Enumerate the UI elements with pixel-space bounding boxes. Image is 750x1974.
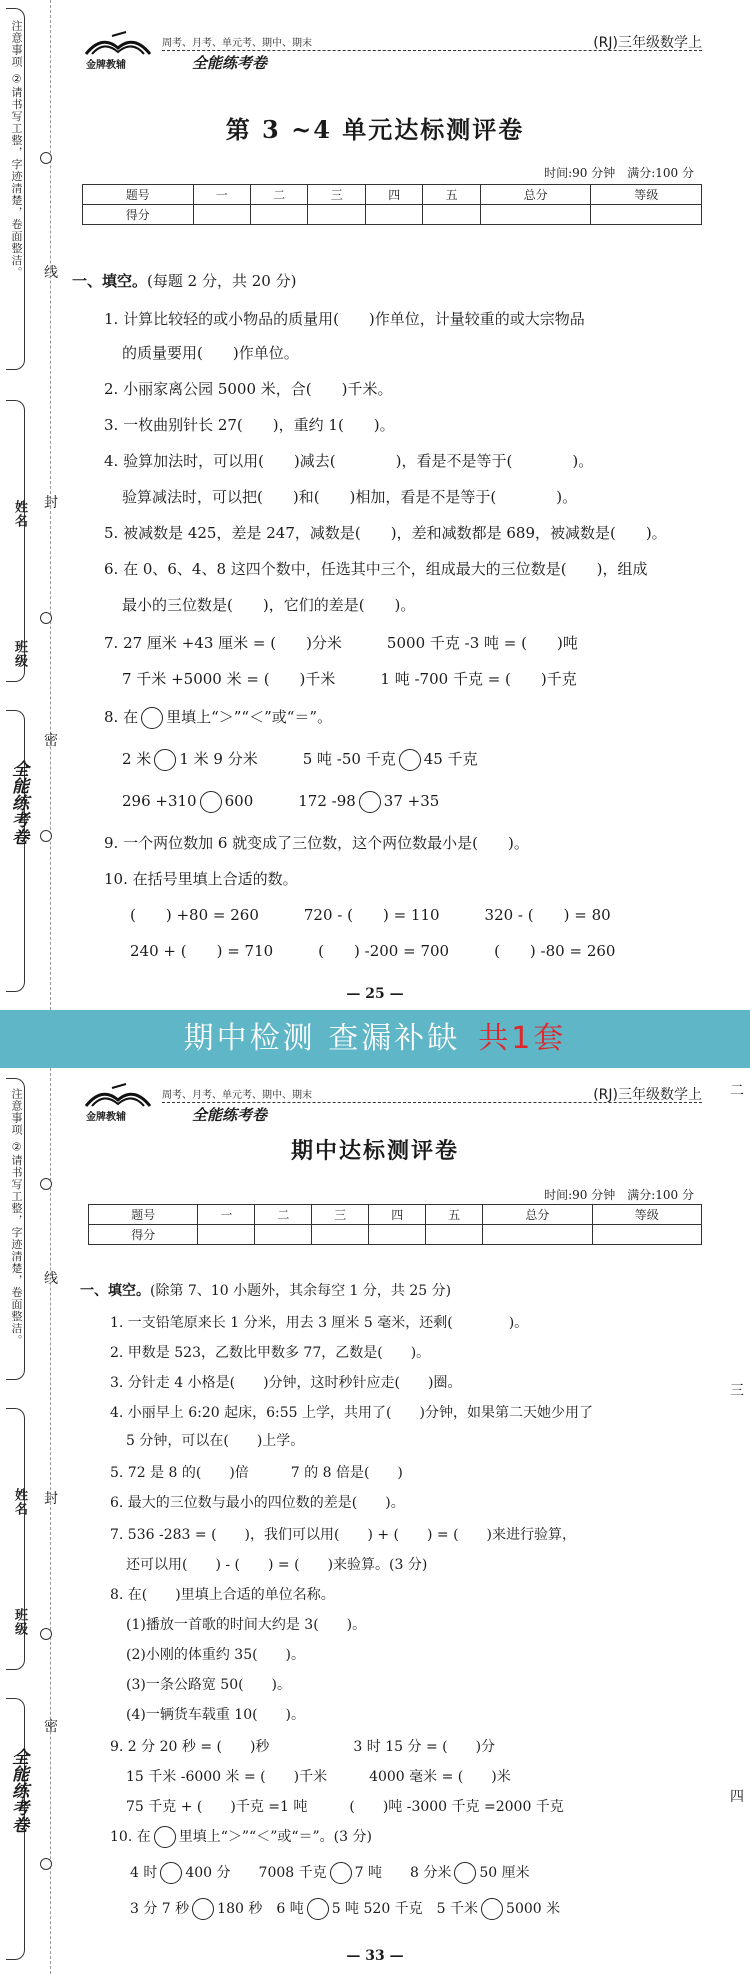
score-cell[interactable] [193, 205, 250, 225]
section-note: (除第 7、10 小题外，其余每空 1 分，共 25 分) [150, 1283, 452, 1299]
question-line: 240 + ( ) = 710 ( ) -200 = 700 ( ) -80 = 260 [130, 942, 616, 960]
question-line: 最小的三位数是( )，它们的差是( )。 [122, 596, 416, 614]
compare-circle-input[interactable] [160, 1862, 182, 1884]
seal-char-seal: 封 [44, 1491, 58, 1507]
page-title: 期中达标测评卷 [290, 1138, 459, 1164]
compare-circle-input[interactable] [399, 749, 421, 771]
score-header-cell: 三 [312, 1205, 369, 1225]
score-cell[interactable] [198, 1225, 255, 1245]
question-line: 1. 计算比较轻的或小物品的质量用( )作单位，计量较重的或大宗物品 [104, 310, 585, 328]
question-line: 3. 一枚曲别针长 27( )，重约 1( )。 [104, 416, 395, 434]
compare-circle-input[interactable] [307, 1898, 329, 1920]
page-title: 第 3 ~4 单元达标测评卷 [225, 115, 525, 144]
score-header-cell: 三 [308, 185, 365, 205]
page-number: — 33 — [346, 1948, 404, 1964]
header-grade: (RJ)三年级数学上 [593, 35, 702, 51]
section-note: (每题 2 分，共 20 分) [147, 272, 297, 290]
score-cell[interactable] [591, 205, 702, 225]
seal-char-line: 线 [44, 1271, 58, 1287]
compare-circle-input[interactable] [454, 1862, 476, 1884]
score-cell[interactable] [426, 1225, 483, 1245]
page-header [82, 28, 702, 76]
score-cell[interactable] [369, 1225, 426, 1245]
book-icon [82, 1080, 154, 1110]
compare-right: 5000 米 [506, 1901, 561, 1917]
promo-banner [0, 1010, 750, 1068]
compare-right: 50 厘米 [479, 1865, 530, 1881]
compare-circle-icon [154, 1826, 176, 1848]
name-label: 姓名 [12, 500, 27, 528]
question-line: 15 千米 -6000 米 = ( )千米 4000 毫米 = ( )米 [126, 1769, 511, 1785]
brand-bracket [6, 710, 25, 992]
brand-logo [82, 1080, 154, 1128]
notice-text: 注意事项 ②请书写工整，字迹清楚，卷面整洁。 [10, 20, 23, 279]
score-cell[interactable] [423, 205, 480, 225]
compare-circle-input[interactable] [200, 791, 222, 813]
compare-circle-input[interactable] [154, 749, 176, 771]
compare-left: 4 时 [130, 1865, 158, 1881]
question-line: 还可以用( ) - ( ) = ( )来验算。(3 分) [126, 1557, 428, 1573]
question-line: 6. 在 0、6、4、8 这四个数中，任选其中三个，组成最大的三位数是( )，组成 [104, 560, 648, 578]
compare-circle-input[interactable] [359, 791, 381, 813]
header-series: 全能练考卷 [192, 1106, 268, 1124]
score-row-label: 得分 [83, 205, 194, 225]
compare-left: 2 米 [122, 750, 152, 768]
notice-text: 注意事项 ②请书写工整，字迹清楚，卷面整洁。 [10, 1088, 23, 1347]
question-line [104, 706, 332, 729]
question-line: 75 千克 + ( )千克 =1 吨 ( )吨 -3000 千克 =2000 千克 [126, 1799, 564, 1815]
question-line: 5. 被减数是 425，差是 247，减数是( )，差和减数都是 689，被减数是( )。 [104, 524, 667, 542]
question-line: 7. 27 厘米 +43 厘米 = ( )分米 5000 千克 -3 吨 = ( )吨 [104, 634, 578, 652]
header-series: 全能练考卷 [192, 54, 268, 72]
brand-vertical: 全能练考卷 [8, 760, 28, 845]
score-header-cell: 等级 [591, 185, 702, 205]
question-line: 1. 一支铅笔原来长 1 分米，用去 3 厘米 5 毫米，还剩( )。 [110, 1315, 529, 1331]
score-header-cell: 四 [369, 1205, 426, 1225]
question-line: 2. 甲数是 523，乙数比甲数多 77，乙数是( )。 [110, 1345, 431, 1361]
question-line: 9. 2 分 20 秒 = ( )秒 3 时 15 分 = ( )分 [110, 1739, 496, 1755]
score-row-label: 得分 [89, 1225, 198, 1245]
score-table-header-row [89, 1205, 702, 1225]
compare-text: 180 秒 6 吨 [217, 1901, 304, 1917]
banner-text: 期中检测 查漏补缺 [183, 1021, 461, 1056]
brand-logo [82, 28, 154, 76]
compare-text: 600 172 -98 [224, 792, 356, 810]
question-line: 的质量要用( )作单位。 [122, 344, 299, 362]
header-subtitle: 周考、月考、单元考、期中、期末 [162, 1090, 312, 1101]
compare-circle-input[interactable] [192, 1898, 214, 1920]
question-line: (4)一辆货车载重 10( )。 [126, 1707, 306, 1723]
exam-meta: 时间:90 分钟 满分:100 分 [544, 166, 694, 180]
score-table [82, 184, 702, 225]
score-header-cell: 五 [426, 1205, 483, 1225]
compare-left: 3 分 7 秒 [130, 1901, 190, 1917]
brand-name: 金牌教辅 [86, 60, 126, 71]
header-grade: (RJ)三年级数学上 [593, 1087, 702, 1103]
question-line: 9. 一个两位数加 6 就变成了三位数，这个两位数最小是( )。 [104, 834, 529, 852]
page-number: — 25 — [346, 986, 404, 1002]
binding-hole [40, 612, 52, 624]
compare-row [130, 1898, 560, 1920]
page-header [82, 1080, 702, 1128]
question-text: 里填上“＞”“＜”或“＝”。 [166, 708, 333, 726]
brand-vertical: 全能练考卷 [8, 1748, 28, 1833]
class-label: 班级 [12, 1608, 27, 1636]
margin-char: 四 [730, 1789, 744, 1805]
question-line: 8. 在( )里填上合适的单位名称。 [110, 1587, 335, 1603]
binding-sidebar [0, 1068, 46, 1974]
score-header-cell: 一 [198, 1205, 255, 1225]
score-header-cell: 一 [193, 185, 250, 205]
score-header-cell: 题号 [83, 185, 194, 205]
score-header-cell: 四 [365, 185, 422, 205]
question-text: 10. 在 [110, 1829, 151, 1845]
section-title: 一、填空。 [80, 1283, 150, 1299]
score-table-row [89, 1225, 702, 1245]
question-text: 8. 在 [104, 708, 139, 726]
question-line: 10. 在括号里填上合适的数。 [104, 870, 298, 888]
question-line: 7. 536 -283 = ( )，我们可以用( ) + ( ) = ( )来进行验算， [110, 1527, 577, 1543]
seal-char-seal: 封 [44, 495, 58, 511]
compare-text: 7 吨 8 分米 [354, 1865, 452, 1881]
binding-hole [40, 1178, 52, 1190]
question-line: 3. 分针走 4 小格是( )分钟，这时秒针应走( )圈。 [110, 1375, 462, 1391]
score-table-header-row [83, 185, 702, 205]
seal-char-line: 线 [44, 265, 58, 281]
banner-highlight: 共1套 [478, 1021, 567, 1056]
binding-hole [40, 830, 52, 842]
compare-row [122, 790, 439, 813]
seal-char-secret: 密 [44, 1719, 58, 1735]
section-title: 一、填空。 [72, 272, 148, 290]
question-line: 验算减法时，可以把( )和( )相加，看是不是等于( )。 [122, 488, 578, 506]
compare-circle-input[interactable] [481, 1898, 503, 1920]
exam-page-midterm [0, 1068, 750, 1974]
binding-hole [40, 1858, 52, 1870]
section-heading [80, 1280, 451, 1300]
question-line: (2)小刚的体重约 35( )。 [126, 1647, 306, 1663]
question-line [110, 1826, 372, 1848]
score-cell[interactable] [255, 1225, 312, 1245]
compare-text: 5 吨 520 千克 5 千米 [331, 1901, 479, 1917]
question-line: (3)一条公路宽 50( )。 [126, 1677, 292, 1693]
compare-row [130, 1862, 530, 1884]
binding-dash-line [50, 1068, 51, 1974]
header-subtitle: 周考、月考、单元考、期中、期末 [162, 38, 312, 49]
question-line: 4. 验算加法时，可以用( )减去( )，看是不是等于( )。 [104, 452, 594, 470]
score-cell[interactable] [308, 205, 365, 225]
score-header-cell: 二 [250, 185, 307, 205]
binding-sidebar [0, 0, 46, 1010]
margin-char: 三 [730, 1383, 744, 1399]
question-line: 4. 小丽早上 6:20 起床，6:55 上学，共用了( )分钟，如果第二天她少用了 [110, 1405, 593, 1421]
binding-hole [40, 1628, 52, 1640]
score-header-cell: 总分 [480, 185, 591, 205]
score-cell[interactable] [480, 205, 591, 225]
question-line: 5. 72 是 8 的( )倍 7 的 8 倍是( ) [110, 1465, 403, 1481]
compare-right: 45 千克 [423, 750, 478, 768]
margin-char: 二 [730, 1083, 744, 1099]
question-line: 6. 最大的三位数与最小的四位数的差是( )。 [110, 1495, 405, 1511]
compare-row [122, 748, 478, 771]
class-label: 班级 [12, 640, 27, 668]
question-text: 里填上“＞”“＜”或“＝”。(3 分) [178, 1829, 372, 1845]
question-line: (1)播放一首歌的时间大约是 3( )。 [126, 1617, 367, 1633]
score-cell[interactable] [250, 205, 307, 225]
score-header-cell: 题号 [89, 1205, 198, 1225]
seal-char-secret: 密 [44, 733, 58, 749]
compare-circle-icon [141, 707, 163, 729]
score-header-cell: 总分 [483, 1205, 592, 1225]
name-label: 姓名 [12, 1488, 27, 1516]
score-table [88, 1204, 702, 1245]
score-header-cell: 等级 [592, 1205, 701, 1225]
score-cell[interactable] [592, 1225, 701, 1245]
question-line: 2. 小丽家离公园 5000 米，合( )千米。 [104, 380, 393, 398]
brand-name: 金牌教辅 [86, 1112, 126, 1123]
compare-left: 296 +310 [122, 792, 197, 810]
binding-hole [40, 152, 52, 164]
score-header-cell: 二 [255, 1205, 312, 1225]
score-header-cell: 五 [423, 185, 480, 205]
compare-circle-input[interactable] [330, 1862, 352, 1884]
score-cell[interactable] [483, 1225, 592, 1245]
score-cell[interactable] [365, 205, 422, 225]
section-heading [72, 270, 296, 291]
compare-right: 37 +35 [383, 792, 440, 810]
exam-meta: 时间:90 分钟 满分:100 分 [544, 1188, 694, 1202]
question-line: ( ) +80 = 260 720 - ( ) = 110 320 - ( ) = 80 [130, 906, 611, 924]
question-line: 5 分钟，可以在( )上学。 [126, 1433, 305, 1449]
score-table-row [83, 205, 702, 225]
book-icon [82, 28, 154, 58]
compare-text: 1 米 9 分米 5 吨 -50 千克 [179, 750, 396, 768]
score-cell[interactable] [312, 1225, 369, 1245]
question-line: 7 千米 +5000 米 = ( )千米 1 吨 -700 千克 = ( )千克 [122, 670, 577, 688]
compare-text: 400 分 7008 千克 [185, 1865, 327, 1881]
